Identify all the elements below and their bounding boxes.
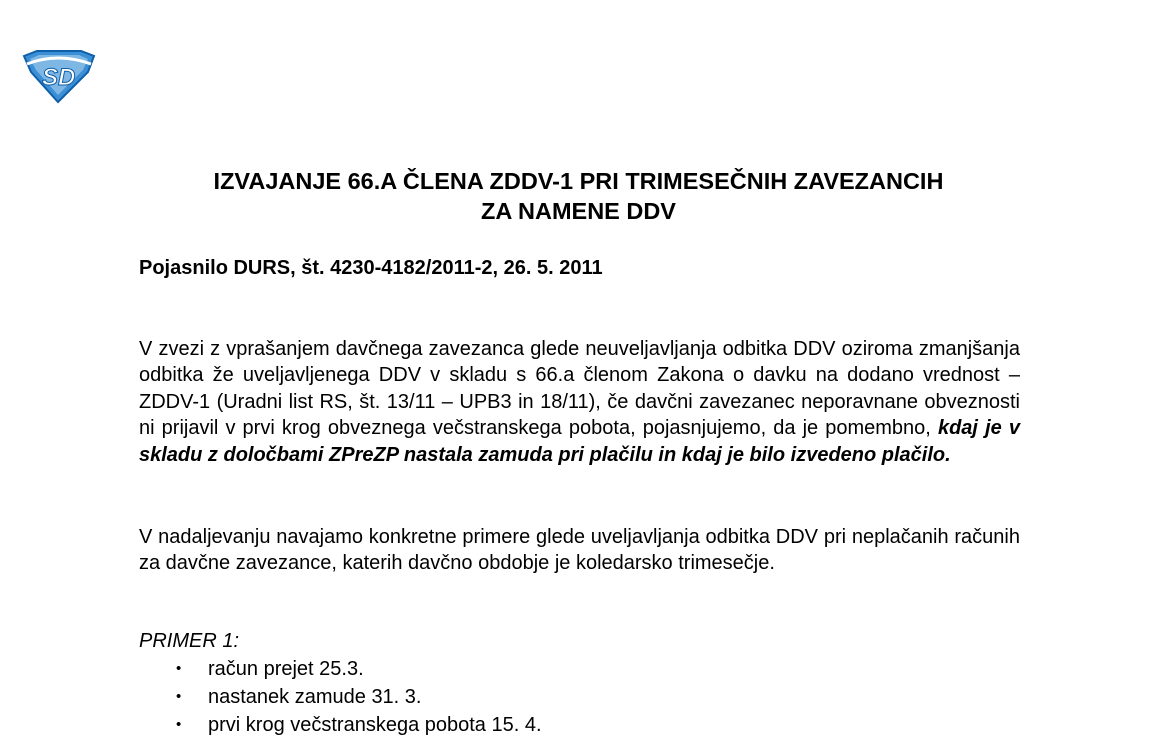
svg-text:S: S bbox=[42, 64, 59, 91]
list-item-text: račun prejet 25.3. bbox=[208, 658, 364, 680]
bullet-icon: • bbox=[176, 660, 182, 677]
document-subtitle: Pojasnilo DURS, št. 4230-4182/2011-2, 26. 5. 2011 bbox=[139, 257, 603, 279]
bullet-icon: • bbox=[176, 716, 182, 733]
list-item bbox=[139, 711, 542, 739]
sd-shield-logo-icon bbox=[22, 50, 96, 104]
list-item bbox=[139, 655, 542, 683]
paragraph-2: V nadaljevanju navajamo konkretne primere glede uveljavljanja odbitka DDV pri neplačanih računih za davčne zavezance, katerih davčno obdobje je koledarsko trimesečje. bbox=[139, 526, 1020, 575]
paragraph-1 bbox=[139, 336, 1020, 468]
list-item bbox=[139, 683, 542, 711]
example-1-heading: PRIMER 1: bbox=[139, 630, 240, 652]
list-item-text: prvi krog večstranskega pobota 15. 4. bbox=[208, 714, 542, 736]
sd-logo bbox=[22, 50, 96, 104]
svg-text:D: D bbox=[58, 64, 76, 91]
document-title-line-2: ZA NAMENE DDV bbox=[481, 198, 676, 224]
document-title-line-1: IZVAJANJE 66.A ČLENA ZDDV-1 PRI TRIMESEČNIH ZAVEZANCIH bbox=[213, 168, 944, 194]
paragraph-1-emphasis: kdaj je v skladu z določbami ZPreZP nastala zamuda pri plačilu in kdaj je bilo izvedeno plačilo. bbox=[139, 417, 1020, 466]
example-1-list bbox=[139, 655, 542, 739]
paragraph-1-text: V zvezi z vprašanjem davčnega zavezanca glede neuveljavljanja odbitka DDV oziroma zmanjšanja odbitka že uveljavljenega DDV v skladu s 66.a členom Zakona o davku na dodano vrednost – ZDDV-1 (Uradni list RS, št. 13/11 – UPB3 in 18/11), če davčni zavezanec neporavnane obveznosti ni prijavil v prvi krog obveznega večstranskega pobota, pojasnjujemo, da je pomembno, bbox=[139, 338, 1020, 440]
list-item-text: nastanek zamude 31. 3. bbox=[208, 686, 422, 708]
bullet-icon: • bbox=[176, 688, 182, 705]
